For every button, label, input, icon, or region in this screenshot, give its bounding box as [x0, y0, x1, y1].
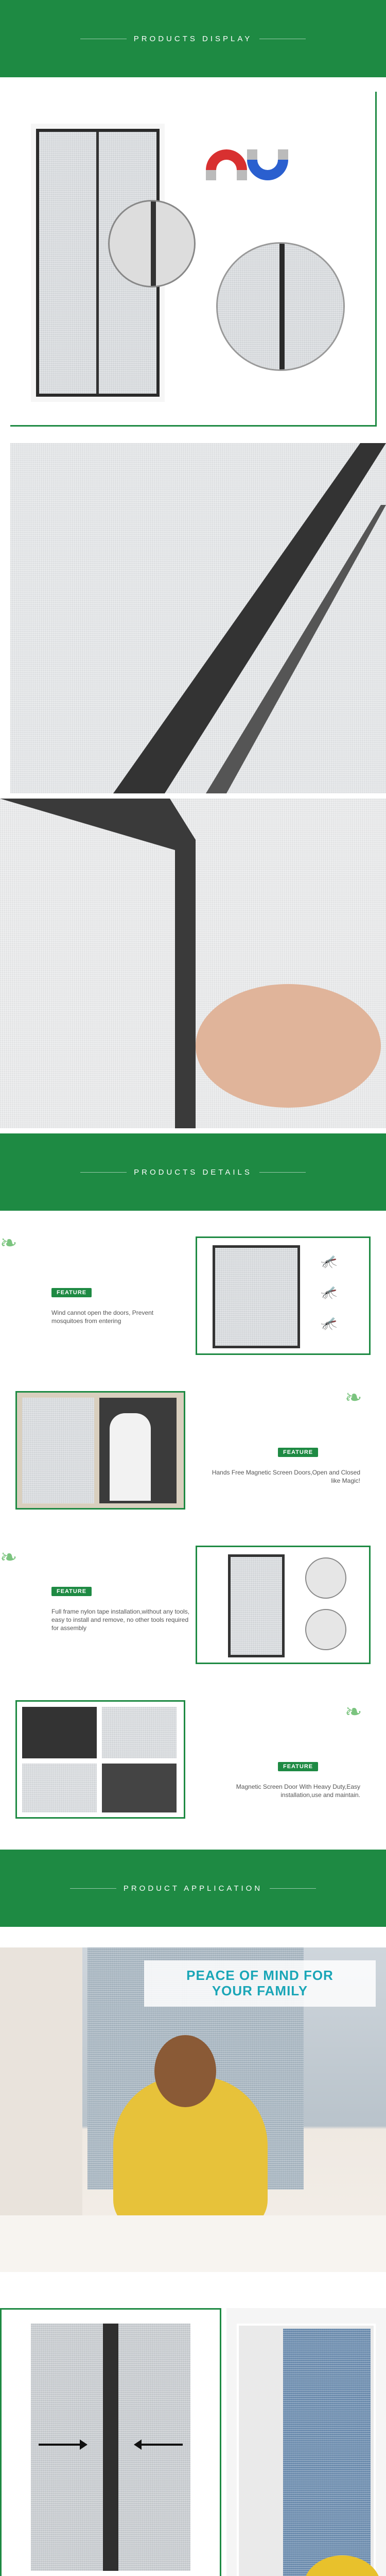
divider: [259, 1172, 306, 1173]
divider: [270, 1888, 316, 1889]
section-title: PRODUCT APPLICATION: [123, 1884, 263, 1893]
feature-tag: FEATURE: [278, 1762, 318, 1771]
mesh-closeup-photo: [10, 443, 386, 793]
zoom-circle-small: [108, 200, 196, 287]
products-details-header: [0, 1133, 386, 1211]
peace-of-mind-banner: [144, 1960, 376, 2007]
detail-image-1: [196, 1236, 371, 1355]
feature-text: Magnetic Screen Door With Heavy Duty,Easy installation,use and maintain.: [236, 1783, 360, 1799]
mosquito-icon: 🦟: [321, 1284, 338, 1300]
peace-line-1: PEACE OF MIND FOR: [186, 1968, 334, 1983]
arrow-right-icon: [36, 2437, 87, 2452]
patio-door-photo: [226, 2308, 386, 2576]
feature-tag: FEATURE: [51, 1288, 92, 1297]
detail-leaf-decoration: ❧: [0, 1546, 17, 1569]
door-center-seam: [96, 132, 99, 394]
product-application-header: [0, 1850, 386, 1927]
edge-tape-photo: [0, 799, 386, 1128]
mosquito-icon: 🦟: [321, 1253, 338, 1269]
feature-tag: FEATURE: [278, 1448, 318, 1457]
feature-text: Full frame nylon tape installation,without any tools, easy to install and remove, no other tools required for assembly: [51, 1608, 190, 1632]
products-display-header: [0, 0, 386, 77]
feature-tag: FEATURE: [51, 1587, 92, 1596]
zoom-circle-large: [216, 242, 345, 371]
detail-leaf-decoration: ❧: [345, 1701, 362, 1723]
divider: [70, 1888, 116, 1889]
magnet-icon: [196, 134, 299, 196]
divider: [80, 1172, 127, 1173]
detail-image-4: [15, 1700, 185, 1819]
section-title: PRODUCTS DISPLAY: [133, 34, 253, 43]
section-title: PRODUCTS DETAILS: [134, 1167, 252, 1177]
detail-leaf-decoration: ❧: [345, 1386, 362, 1409]
arrow-left-icon: [134, 2437, 185, 2452]
feature-text: Hands Free Magnetic Screen Doors,Open and Closed like Magic!: [212, 1469, 360, 1484]
detail-image-3: [196, 1546, 371, 1664]
feature-text: Wind cannot open the doors, Prevent mosquitoes from entering: [51, 1309, 154, 1325]
detail-image-2: [15, 1391, 185, 1510]
peace-line-2: YOUR FAMILY: [212, 1983, 308, 1998]
mosquito-icon: 🦟: [321, 1315, 338, 1331]
detail-leaf-decoration: ❧: [0, 1232, 17, 1255]
